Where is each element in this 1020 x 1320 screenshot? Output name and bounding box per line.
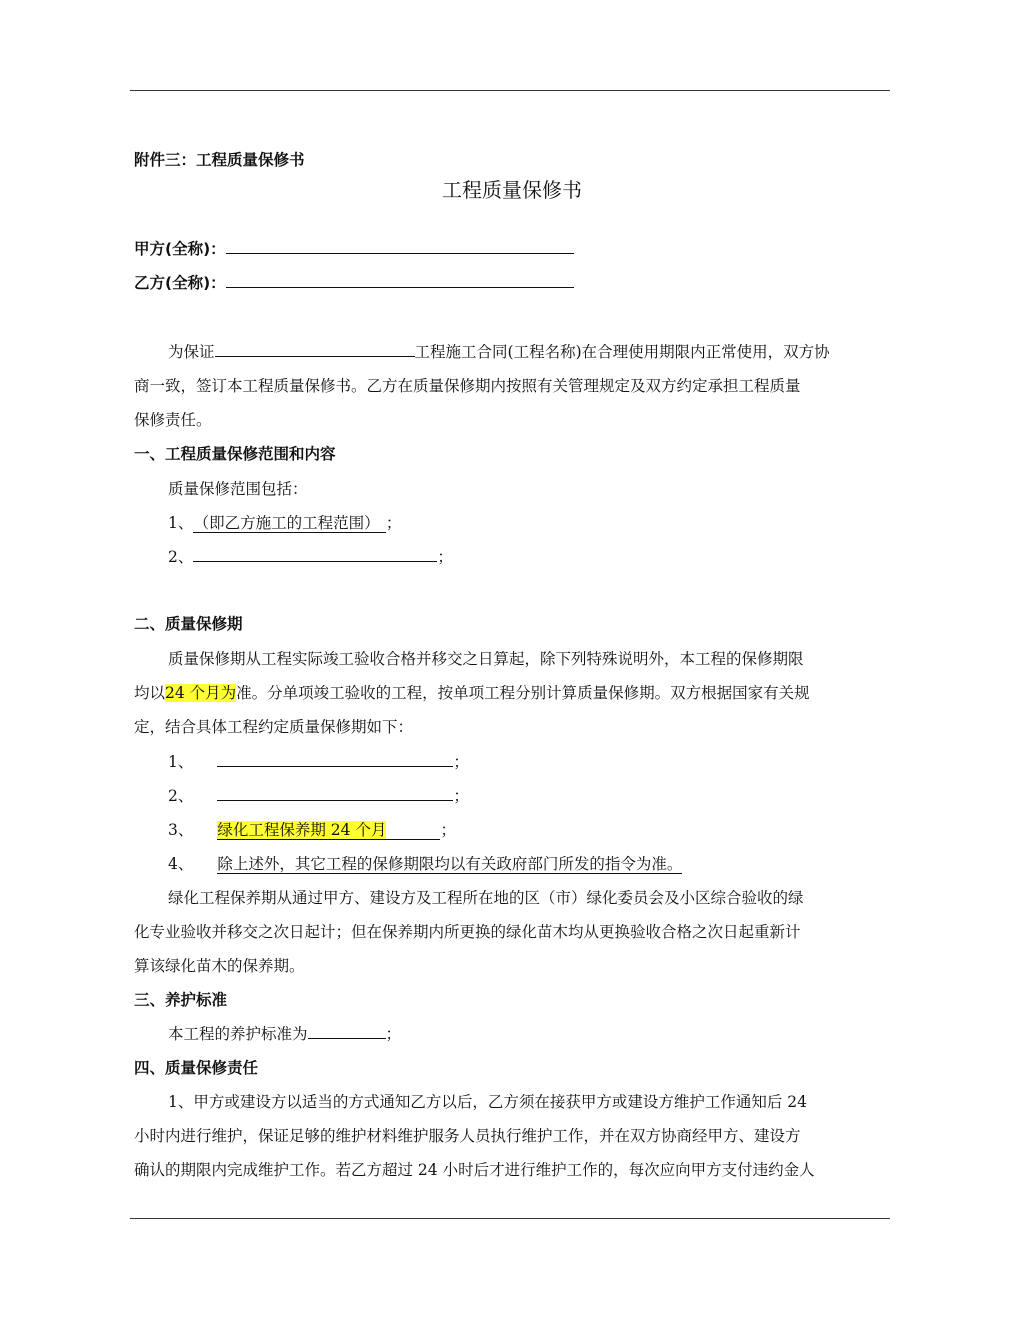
period-item-3-text: 绿化工程保养期 24 个月 [217,821,440,840]
intro-line-3: 保修责任。 [134,411,212,429]
period-item-1-blank[interactable] [217,750,453,767]
scope-item-1: 1、 （即乙方施工的工程范围） ； [168,514,402,532]
greening-line-3: 算该绿化苗木的保养期。 [134,957,305,975]
footer-rule [130,1218,890,1219]
period-line-1: 质量保修期从工程实际竣工验收合格并移交之日算起，除下列特殊说明外，本工程的保修期限 [168,650,804,668]
party-b-blank[interactable] [226,271,574,288]
maintenance-standard-blank[interactable] [308,1022,386,1039]
party-b-row [134,271,574,293]
period-item-3: 3、 绿化工程保养期 24 个月 ； [168,821,456,839]
period-item-4: 4、 除上述外，其它工程的保修期限均以有关政府部门所发的指令为准。 [168,855,683,873]
section-3-heading: 三、养护标准 [134,991,228,1009]
document-title: 工程质量保修书 [442,178,582,202]
intro-line-2: 商一致，签订本工程质量保修书。乙方在质量保修期内按照有关管理规定及双方约定承担工程质量 [134,377,801,395]
period-line-2: 均以24 个月为准。分单项竣工验收的工程，按单项工程分别计算质量保修期。双方根据国家有关规 [134,684,810,702]
section-1-heading: 一、工程质量保修范围和内容 [134,445,336,463]
period-line-3: 定，结合具体工程约定质量保修期如下： [134,718,414,736]
intro-line-1: 为保证 工程施工合同(工程名称)在合理使用期限内正常使用，双方协 [168,340,830,362]
section-4-heading: 四、质量保修责任 [134,1059,259,1077]
party-a-blank[interactable] [226,237,574,254]
party-a-row [134,237,574,259]
scope-item-2-blank[interactable] [193,545,437,562]
responsibility-line-3: 确认的期限内完成维护工作。若乙方超过 24 小时后才进行维护工作的，每次应向甲方支付违约金人 [134,1161,815,1179]
period-item-2-blank[interactable] [217,784,453,801]
project-name-blank[interactable] [215,340,415,357]
scope-item-1-text: （即乙方施工的工程范围） [193,514,386,533]
greening-line-1: 绿化工程保养期从通过甲方、建设方及工程所在地的区（市）绿化委员会及小区综合验收的绿 [168,889,804,907]
section-2-heading: 二、质量保修期 [134,615,243,633]
maintenance-standard: 本工程的养护标准为 ； [168,1022,401,1044]
responsibility-line-2: 小时内进行维护，保证足够的维护材料维护服务人员执行维护工作，并在双方协商经甲方、建设方 [134,1127,801,1145]
party-b-label: 乙方(全称)： [134,274,226,292]
annex-label: 附件三：工程质量保修书 [134,151,305,169]
scope-intro: 质量保修范围包括： [168,480,308,498]
responsibility-line-1: 1、甲方或建设方以适当的方式通知乙方以后，乙方须在接获甲方或建设方维护工作通知后 24 [168,1093,808,1111]
period-item-1: 1、 ； [168,750,469,772]
greening-line-2: 化专业验收并移交之次日起计；但在保养期内所更换的绿化苗木均从更换验收合格之次日起重新计 [134,923,801,941]
scope-item-2: 2、 ； [168,545,453,567]
header-rule [130,90,890,91]
party-a-label: 甲方(全称)： [134,240,226,258]
period-item-4-text: 除上述外，其它工程的保修期限均以有关政府部门所发的指令为准。 [217,855,683,873]
highlight-24-months: 24 个月为 [165,684,237,702]
period-item-2: 2、 ； [168,784,469,806]
